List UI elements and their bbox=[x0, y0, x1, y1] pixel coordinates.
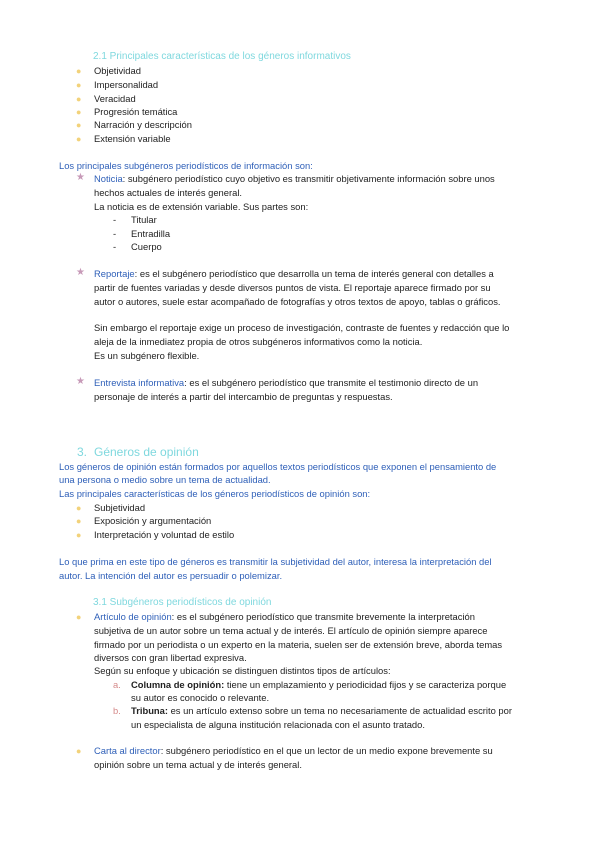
section-3-1-heading: 3.1 Subgéneros periodísticos de opinión bbox=[93, 597, 272, 608]
dash-marker: - bbox=[113, 228, 117, 239]
list-item: Objetividad bbox=[94, 65, 141, 76]
noticia-line2: hechos actuales de interés general. bbox=[94, 187, 243, 198]
articulo-term: Artículo de opinión bbox=[94, 611, 172, 622]
entrevista-text: : es el subgénero periodístico que transmite el testimonio directo de un bbox=[184, 377, 479, 388]
tribuna-term: Tribuna: bbox=[131, 705, 168, 716]
bullet-icon: ● bbox=[76, 66, 82, 76]
section-3-number: 3. bbox=[77, 445, 88, 459]
articulo-line2: subjetiva de un autor sobre un tema actual y de interés. El artículo de opinión siempre aparece bbox=[94, 625, 488, 636]
dash-marker: - bbox=[113, 214, 117, 225]
carta-text: : subgénero periodístico en el que un lector de un medio expone brevemente su bbox=[160, 745, 493, 756]
carta-line2: opinión sobre un tema actual y de interés general. bbox=[94, 759, 302, 770]
articulo-line5: Según su enfoque y ubicación se distinguen distintos tipos de artículos: bbox=[94, 665, 391, 676]
reportaje-line4: Sin embargo el reportaje exige un proceso de investigación, contraste de fuentes y redacción que lo bbox=[94, 322, 510, 333]
list-item: Extensión variable bbox=[94, 133, 171, 144]
columna-line1 bbox=[131, 679, 506, 690]
bullet-icon: ● bbox=[76, 503, 82, 513]
columna-term: Columna de opinión: bbox=[131, 679, 225, 690]
columna-line2: su autor es conocido o relevante. bbox=[131, 692, 270, 703]
bullet-icon: ● bbox=[76, 516, 82, 526]
subgenres-intro: Los principales subgéneros periodísticos de información son: bbox=[59, 160, 313, 171]
bullet-icon: ● bbox=[76, 530, 82, 540]
noticia-line1 bbox=[94, 173, 495, 184]
noticia-line3: La noticia es de extensión variable. Sus partes son: bbox=[94, 201, 309, 212]
entrevista-line1 bbox=[94, 377, 478, 388]
noticia-part: Cuerpo bbox=[131, 241, 162, 252]
noticia-term: Noticia bbox=[94, 173, 123, 184]
list-item: Exposición y argumentación bbox=[94, 515, 212, 526]
star-bullet-icon: ★ bbox=[76, 172, 85, 183]
bullet-icon: ● bbox=[76, 107, 82, 117]
carta-line1 bbox=[94, 745, 493, 756]
noticia-part: Titular bbox=[131, 214, 157, 225]
bullet-icon: ● bbox=[76, 612, 82, 622]
star-bullet-icon: ★ bbox=[76, 267, 85, 278]
reportaje-line2: partir de fuentes variadas y desde diversos puntos de vista. El reportaje aparece firmado por su bbox=[94, 282, 491, 293]
reportaje-line5: aleja de la inmediatez propia de otros subgéneros informativos como la noticia. bbox=[94, 336, 423, 347]
carta-term: Carta al director bbox=[94, 745, 161, 756]
alpha-marker: b. bbox=[113, 705, 121, 716]
tribuna-line1 bbox=[131, 705, 512, 716]
s3-p1-line2: una persona o medio sobre un tema de actualidad. bbox=[59, 474, 271, 485]
list-item: Subjetividad bbox=[94, 502, 146, 513]
s3-p2: Las principales características de los géneros periodísticos de opinión son: bbox=[59, 488, 371, 499]
reportaje-term: Reportaje bbox=[94, 268, 135, 279]
entrevista-line2: personaje de interés a partir del intercambio de preguntas y respuestas. bbox=[94, 391, 393, 402]
noticia-text: : subgénero periodístico cuyo objetivo es transmitir objetivamente información sobre unos bbox=[122, 173, 495, 184]
list-item: Interpretación y voluntad de estilo bbox=[94, 529, 235, 540]
s3-p3-line2: autor. La intención del autor es persuadir o polemizar. bbox=[59, 570, 283, 581]
tribuna-text: es un artículo extenso sobre un tema no necesariamente de actualidad escrito por bbox=[167, 705, 512, 716]
articulo-line3: firmado por un periodista o un experto en la materia, suelen ser de extensión breve, aborda temas bbox=[94, 639, 503, 650]
reportaje-text: : es el subgénero periodístico que desarrolla un tema de interés general con detalles a bbox=[134, 268, 494, 279]
reportaje-line6: Es un subgénero flexible. bbox=[94, 350, 200, 361]
section-2-1-heading: 2.1 Principales características de los géneros informativos bbox=[93, 51, 351, 62]
section-3-title: Géneros de opinión bbox=[94, 445, 199, 459]
entrevista-term: Entrevista informativa bbox=[94, 377, 185, 388]
reportaje-line1 bbox=[94, 268, 494, 279]
bullet-icon: ● bbox=[76, 80, 82, 90]
star-bullet-icon: ★ bbox=[76, 376, 85, 387]
s3-p1-line1: Los géneros de opinión están formados por aquellos textos periodísticos que exponen el pensamiento de bbox=[59, 461, 497, 472]
articulo-line1 bbox=[94, 611, 475, 622]
list-item: Impersonalidad bbox=[94, 79, 159, 90]
columna-text: tiene un emplazamiento y periodicidad fijos y se caracteriza porque bbox=[224, 679, 507, 690]
noticia-part: Entradilla bbox=[131, 228, 171, 239]
list-item: Narración y descripción bbox=[94, 119, 192, 130]
list-item: Veracidad bbox=[94, 93, 136, 104]
alpha-marker: a. bbox=[113, 679, 121, 690]
articulo-text: : es el subgénero periodístico que transmite brevemente la interpretación bbox=[171, 611, 475, 622]
bullet-icon: ● bbox=[76, 134, 82, 144]
reportaje-line3: autor o autores, suele estar acompañado de fotografías y otros textos de apoyo, tablas o gráficos. bbox=[94, 296, 501, 307]
bullet-icon: ● bbox=[76, 120, 82, 130]
tribuna-line2: un especialista de alguna institución relacionada con el asunto tratado. bbox=[131, 719, 425, 730]
bullet-icon: ● bbox=[76, 94, 82, 104]
bullet-icon: ● bbox=[76, 746, 82, 756]
articulo-line4: diversos con gran libertad expresiva. bbox=[94, 652, 247, 663]
dash-marker: - bbox=[113, 241, 117, 252]
list-item: Progresión temática bbox=[94, 106, 178, 117]
s3-p3-line1: Lo que prima en este tipo de géneros es transmitir la subjetividad del autor, interesa la interpretación del bbox=[59, 556, 492, 567]
